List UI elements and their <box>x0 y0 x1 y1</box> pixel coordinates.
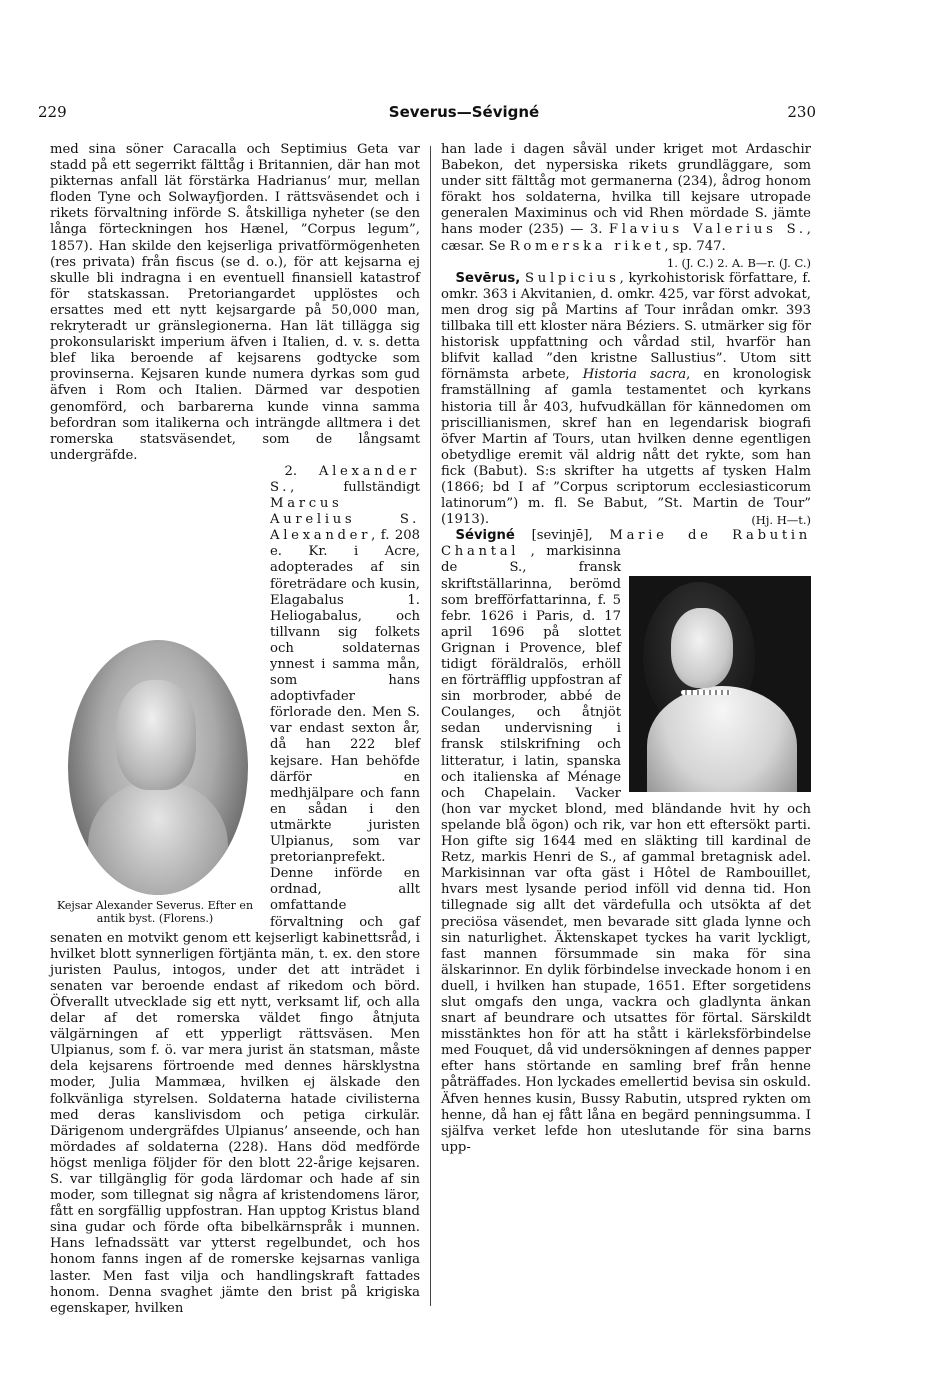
entry-fullname: Marcus Aurelius S. Alexander <box>270 496 420 544</box>
left-column <box>50 142 420 1317</box>
bust-figure <box>50 640 260 925</box>
entry-name: Marie de Rabutin Chantal <box>441 528 811 560</box>
entry-name: Sulpicius <box>525 270 620 286</box>
running-title: Severus—Sévigné <box>388 103 540 121</box>
bust-caption: Kejsar Alexander Severus. Efter en antik byst. (Florens.) <box>56 898 254 925</box>
page-header <box>0 103 928 129</box>
signature: (Hj. H—t.) <box>751 513 811 528</box>
alexander-severus-paragraph: 2. Alexander S., fullständigt Marcus Aurelius S. Alexander, f. 208 e. Kr. i Acre, adopterades af sin företrädare och kusin, Elagabalus 1. Heliogabalus, och tillvann sig folkets och soldaternas ynnest i samma mån, som hans adoptivfader förlorade den. Men S. var endast sexton år, då han 222 blef kejsare. Han behöfde därför en medhjälpare och fann en sådan i den utmärkte juristen Ulpianus, som var pretorianprefekt. Denne införde en ordnad, allt omfattande förvaltning och gaf senaten en motvikt genom ett kejserligt kabinettsråd, i hvilket blott synnerligen förtjänta män, t. ex. den store juristen Paulus, intogos, under det att inträdet i senaten var beroende endast af rikedom och börd. Öfverallt utvecklade sig ett nytt, verksamt lif, och alla delar af det romerska väldet fingo åtnjuta välgärningen af ett ypperligt rättsväsen. Men Ulpianus, som f. ö. var mera jurist än statsman, måste dela kejsarens förtroende med dennes härsklystna moder, Julia Mammæa, hvilken ej älskade den folkvänliga styrelsen. Soldaterna hatade civilisterna med deras kanslivisdom och petiga cirkulär. Därigenom undergräfdes Ulpianus’ anseende, och han mördades af soldaterna (228). Hans död medförde högst menliga följder för den blott 22-årige kejsaren. S. var tillgänglig för goda lärdomar och hade af sin moder, som tillegnat sig några af kristendomens läror, fått en sorgfällig uppfostran. Han upptog Kristus bland sina gudar och förde ofta bibelkärnspråk i munnen. Hans lefnadssätt var ytterst regelbundet, och hos honom fanns ingen af de romerske kejsarnas vanliga laster. Men fast vilja och handlingskraft fattades honom. Denna svaghet jämte den brist på krigiska egenskaper, hvilken <box>50 463 420 1316</box>
right-column <box>441 142 811 1156</box>
flavius-name: Flavius Valerius S. <box>608 222 807 238</box>
cross-reference: Romerska riket <box>509 238 665 254</box>
work-title: Historia sacra <box>582 367 687 383</box>
bust-image <box>68 640 248 895</box>
signature: 1. (J. C.) 2. A. B—r. (J. C.) <box>666 255 811 270</box>
entry-headword: Sevērus, <box>455 270 521 286</box>
entry-number: 2. <box>284 463 298 479</box>
portrait-figure <box>629 576 811 792</box>
right-page-number: 230 <box>787 103 816 121</box>
severus-septimius-paragraph: med sina söner Caracalla och Septimius Geta var stadd på ett segerrikt fälttåg i Britannien, där han mot pikternas anfall lät förstärka Hadrianus’ mur, mellan floden Tyne och Solwayfjorden. I rättsväsendet och i rikets förvaltning införde S. åtskilliga nyheter (se den långa förteckningen hos Hænel, ”Corpus legum”, 1857). Han skilde den kejserliga privatförmögenheten (res privata) från fiscus (se d. o.), för att kejsarna ej skulle bli indragna i en eventuell finansiell katastrof för statskassan. Pretoriangardet upplöstes och ersattes med ett nytt kejsargarde på 50,000 man, rekryteradt ur gränslegionerna. Han lät tillägga sig prokonsulariskt imperium äfven i Italien, d. v. s. detta blef lika beroende af kejsarens godtycke som provinserna. Kejsaren kunde numera dyrkas som gud äfven i Rom och Italien. Därmed var despotien genomförd, och barbarerna kunde vinna samma befordran som italikerna och inträngde alltmera i det romerska statsväsendet, som de långsamt undergräfde. <box>50 142 420 463</box>
entry-headword: Sévigné <box>455 528 515 544</box>
alexander-continuation-paragraph: han lade i dagen såväl under kriget mot Ardaschir Babekon, det nypersiska rikets grundläggare, som under sitt fälttåg mot germanerna (234), ådrog honom förakt hos soldaterna, hvilka till kejsare utropade generalen Maximinus och vid Rhen mördade S. jämte hans moder (235) — 3. Flavius Valerius S., cæsar. Se Romerska riket, sp. 747. 1. (J. C.) 2. A. B—r. (J. C.) <box>441 142 811 270</box>
portrait-image <box>629 576 811 792</box>
column-divider <box>430 146 431 1306</box>
sulpicius-severus-paragraph: Sevērus, Sulpicius, kyrkohistorisk författare, f. omkr. 363 i Akvitanien, d. omkr. 425, var först advokat, men drog sig på Martins af Tour inrådan omkr. 393 tillbaka till ett kloster nära Béziers. S. utmärker sig för historisk uppfattning och vårdad stil, hvarför han blifvit kallad ”den kristne Sallustius”. Utom sitt förnämsta arbete, Historia sacra, en kronologisk framställning af gamla testamentet och kyrkans historia till år 403, hufvudkällan för kännedomen om priscillianismen, skref han en legendarisk biografi öfver Martin af Tours, utan hvilken denne egentligen obetydlige eremit väl aldrig nått det rykte, som han fick (Babut). S:s skrifter ha utgetts af tysken Halm (1866; bd I af ”Corpus scriptorum ecclesiasticorum latinorum”) m. fl. Se Babut, ”St. Martin de Tour” (1913). (Hj. H—t.) <box>441 270 811 528</box>
sevigne-paragraph: Sévigné [sevinjē], Marie de Rabutin Chantal , markisinna de S., fransk skriftställarinna, berömd som brefförfattarinna, f. 5 febr. 1626 i Paris, d. 17 april 1696 på slottet Grignan i Provence, blef tidigt föräldralös, erhöll en förträfflig uppfostran af sin morbroder, abbé de Coulanges, och åtnjöt sedan undervisning i fransk stilskrifning och litteratur, i latin, spanska och italienska af Ménage och Chapelain. Vacker (hon var mycket blond, med bländande hvit hy och spelande blå ögon) och rik, var hon ett eftersökt parti. Hon gifte sig 1644 med en släkting till kardinal de Retz, markis Henri de S., af gammal bretagnisk adel. Markisinnan var ofta gäst i Hôtel de Rambouillet, hvars mest lysande period inföll vid denna tid. Hon tillegnade sig allt det värdefulla och utsökta af det preciösa väsendet, men bevarade sitt glada lynne och sin naturlighet. Äktenskapet tyckes ha varit lyckligt, fast mannen försummade sin maka för sina älskarinnor. En dylik förbindelse inveckade honom i en duell, i hvilken han stupade, 1651. Efter sorgetidens slut omgafs den unga, vackra och gladlynta änkan snart af beundrare och utsattes för förtal. Särskildt misstänktes hon för att ha stått i kärleksförbindelse med Fouquet, då vid undersökningen af dennes papper efter hans störtande en samling bref från henne påträffades. Hon lyckades emellertid bevisa sin oskuld. Äfven hennes kusin, Bussy Rabutin, utspred rykten om henne, då han ej fått låna en begärd penningsumma. I själfva verket lefde hon uteslutande för sina barns upp- <box>441 528 811 1155</box>
left-page-number: 229 <box>38 103 67 121</box>
entry-name: Alexander S. <box>270 463 420 495</box>
